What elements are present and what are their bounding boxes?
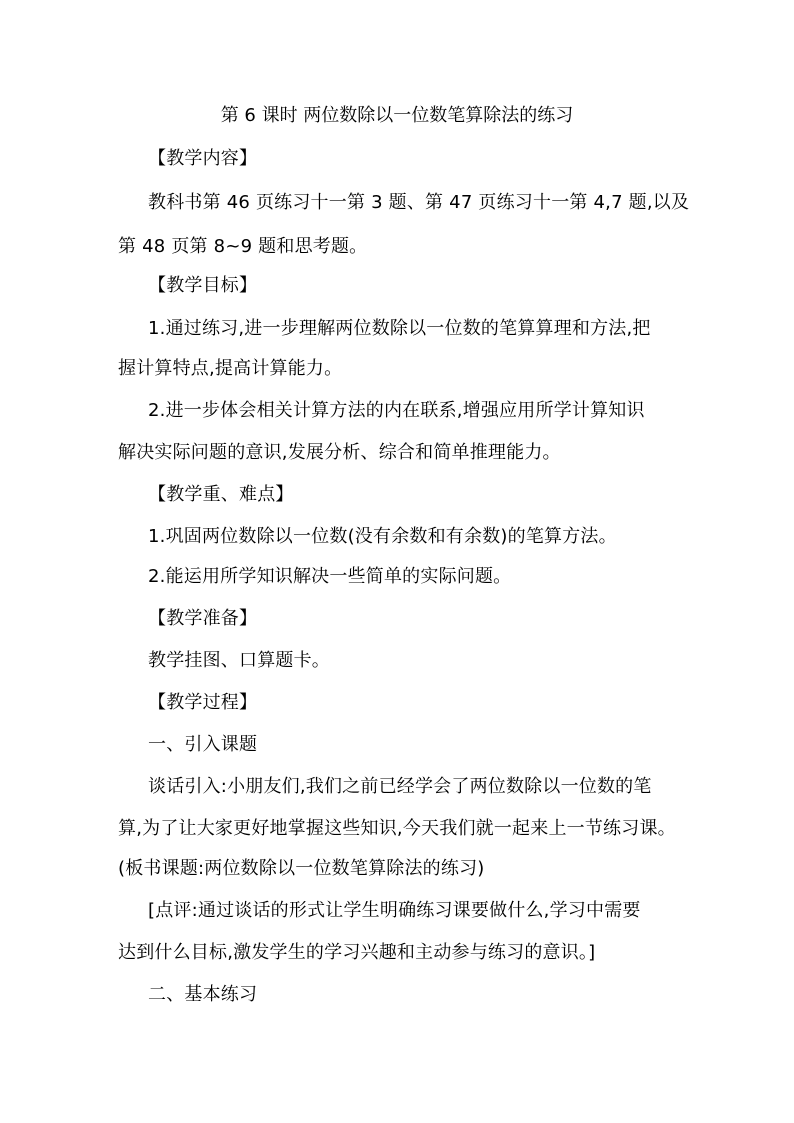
comment-line: 达到什么目标,激发学生的学习兴趣和主动参与练习的意识。]	[118, 942, 596, 963]
paragraph-line: 2.能运用所学知识解决一些简单的实际问题。	[148, 566, 512, 587]
paragraph-line: 谈话引入:小朋友们,我们之前已经学会了两位数除以一位数的笔	[148, 776, 652, 797]
paragraph-line: 教学挂图、口算题卡。	[148, 650, 330, 671]
subsection-heading-introduction: 一、引入课题	[148, 734, 258, 755]
document-title: 第 6 课时 两位数除以一位数笔算除法的练习	[220, 105, 574, 126]
section-heading-key-points: 【教学重、难点】	[148, 484, 294, 505]
section-heading-content: 【教学内容】	[148, 148, 258, 169]
paragraph-line: 解决实际问题的意识,发展分析、综合和简单推理能力。	[118, 442, 561, 463]
paragraph-line: 握计算特点,提高计算能力。	[118, 358, 343, 379]
paragraph-line: 算,为了让大家更好地掌握这些知识,今天我们就一起来上一节练习课。	[118, 818, 676, 839]
section-heading-goals: 【教学目标】	[148, 275, 258, 296]
paragraph-line: 1.巩固两位数除以一位数(没有余数和有余数)的笔算方法。	[148, 526, 617, 547]
paragraph-line: 教科书第 46 页练习十一第 3 题、第 47 页练习十一第 4,7 题,以及	[148, 192, 690, 213]
paragraph-line: 1.通过练习,进一步理解两位数除以一位数的笔算算理和方法,把	[148, 318, 651, 339]
paragraph-line: 2.进一步体会相关计算方法的内在联系,增强应用所学计算知识	[148, 400, 645, 421]
comment-line: [点评:通过谈话的形式让学生明确练习课要做什么,学习中需要	[148, 900, 641, 921]
section-heading-preparation: 【教学准备】	[148, 608, 258, 629]
paragraph-line: 第 48 页第 8~9 题和思考题。	[118, 236, 368, 257]
paragraph-line: (板书课题:两位数除以一位数笔算除法的练习)	[118, 858, 485, 879]
subsection-heading-basic-practice: 二、基本练习	[148, 984, 258, 1005]
section-heading-process: 【教学过程】	[148, 692, 258, 713]
